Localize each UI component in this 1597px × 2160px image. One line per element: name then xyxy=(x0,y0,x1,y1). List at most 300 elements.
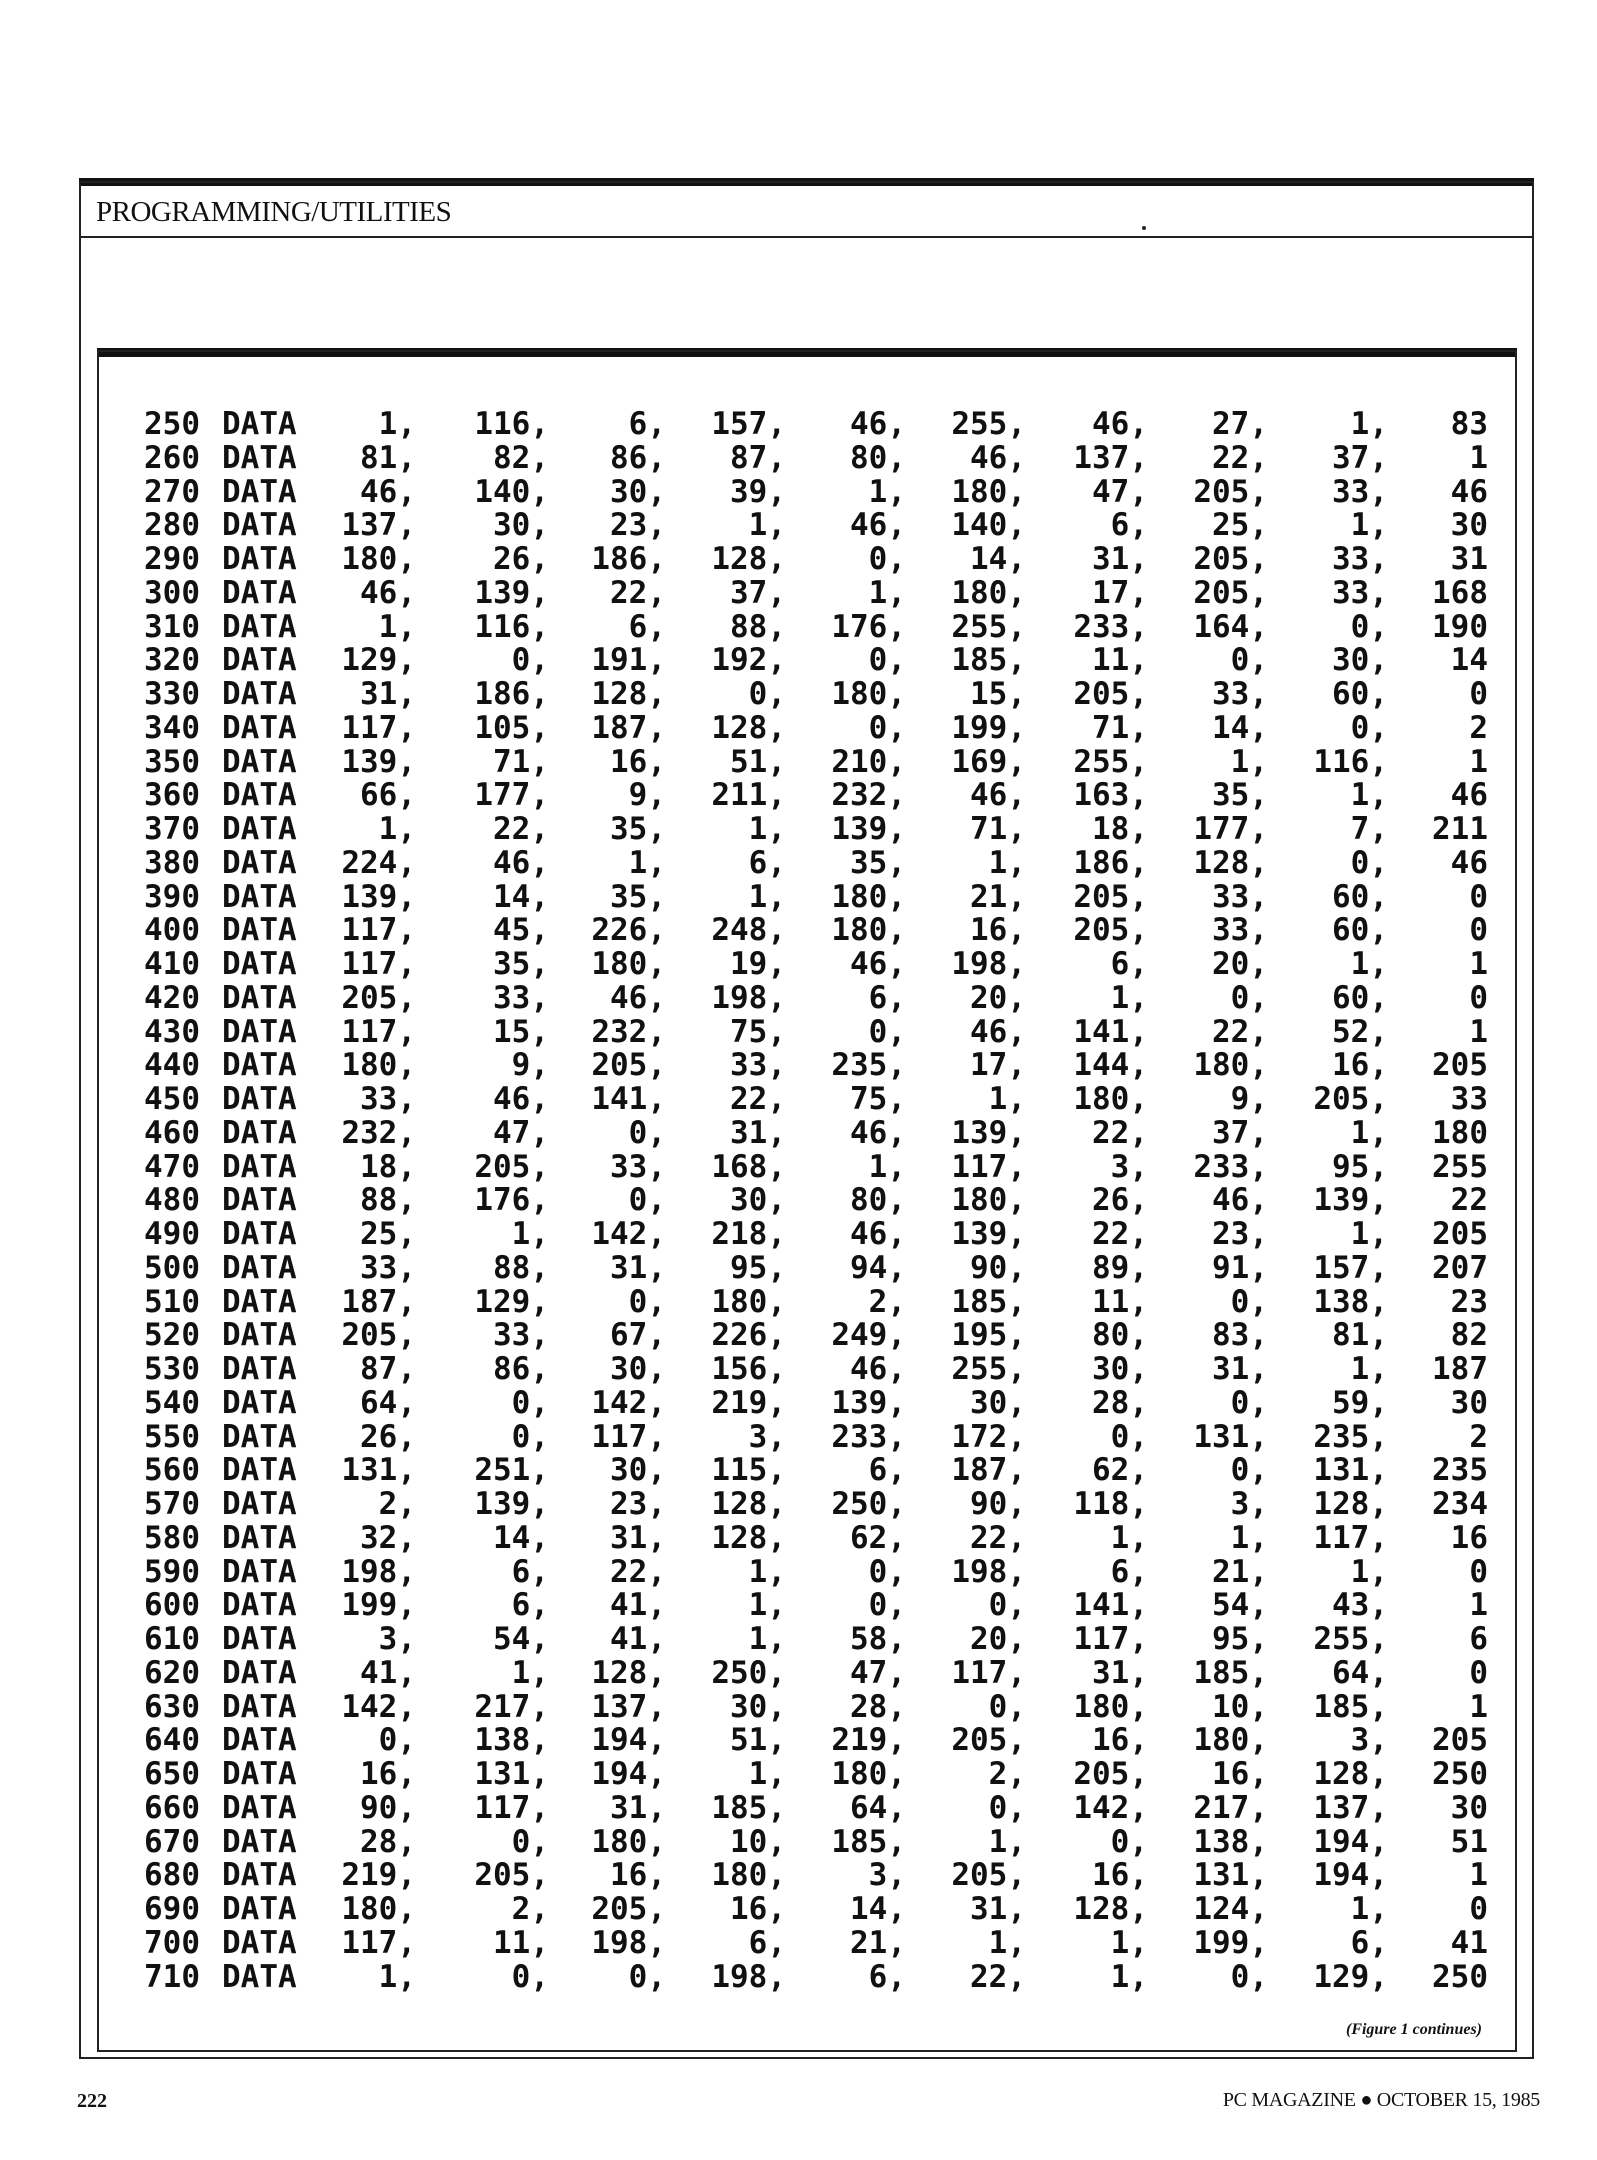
data-value: 226, xyxy=(591,912,666,949)
data-value: 6, xyxy=(748,1924,786,1961)
data-value: 33, xyxy=(1332,574,1388,611)
listing-row xyxy=(126,574,1502,611)
data-value: 137, xyxy=(591,1688,666,1725)
data-value: 232, xyxy=(341,1114,416,1151)
listing-row xyxy=(126,1654,1502,1691)
data-value: 198, xyxy=(591,1924,666,1961)
data-value: 54, xyxy=(1212,1587,1268,1624)
data-value: 138, xyxy=(474,1722,549,1759)
data-keyword: DATA xyxy=(222,777,297,814)
data-value: 180, xyxy=(831,878,906,915)
data-value: 33, xyxy=(1332,473,1388,510)
data-value: 1, xyxy=(1350,507,1388,544)
data-value: 117, xyxy=(341,1013,416,1050)
data-value: 194, xyxy=(1313,1823,1388,1860)
data-value: 1, xyxy=(868,473,906,510)
data-value: 180, xyxy=(951,574,1026,611)
data-value: 129, xyxy=(1313,1958,1388,1995)
data-value: 6, xyxy=(868,1958,906,1995)
data-value: 0, xyxy=(628,1283,666,1320)
line-number: 640 xyxy=(144,1722,200,1759)
data-value: 6, xyxy=(628,406,666,442)
data-value: 33, xyxy=(1212,912,1268,949)
data-value: 191, xyxy=(591,642,666,679)
data-value: 33, xyxy=(1212,878,1268,915)
data-value: 81, xyxy=(360,439,416,476)
data-value: 22, xyxy=(730,1081,786,1117)
code-listing xyxy=(126,408,1502,1994)
data-value: 33, xyxy=(493,1317,549,1354)
data-value: 1 xyxy=(1469,743,1488,780)
data-value: 46, xyxy=(970,439,1026,476)
data-keyword: DATA xyxy=(222,1486,297,1522)
data-value: 0, xyxy=(988,1688,1026,1725)
data-value: 0, xyxy=(378,1722,416,1759)
line-number: 410 xyxy=(144,946,200,982)
data-value: 249, xyxy=(831,1317,906,1354)
data-value: 255, xyxy=(1073,743,1148,780)
line-number: 350 xyxy=(144,743,200,780)
data-value: 11, xyxy=(1092,642,1148,679)
data-value: 86, xyxy=(493,1351,549,1387)
data-value: 0, xyxy=(1110,1823,1148,1860)
data-keyword: DATA xyxy=(222,709,297,746)
data-value: 37, xyxy=(1332,439,1388,476)
data-value: 195, xyxy=(951,1317,1026,1354)
data-value: 82, xyxy=(493,439,549,476)
listing-row xyxy=(126,1589,1502,1623)
data-value: 2, xyxy=(868,1283,906,1320)
data-value: 185, xyxy=(951,1283,1026,1320)
data-value: 30, xyxy=(730,1688,786,1725)
data-value: 3, xyxy=(378,1621,416,1657)
data-value: 6, xyxy=(628,608,666,645)
data-value: 0, xyxy=(1230,979,1268,1016)
data-value: 186, xyxy=(1073,844,1148,881)
data-value: 41, xyxy=(360,1654,416,1691)
line-number: 540 xyxy=(144,1384,200,1421)
data-value: 2, xyxy=(988,1756,1026,1792)
data-value: 0, xyxy=(1350,844,1388,881)
data-value: 250 xyxy=(1432,1958,1488,1995)
data-value: 164, xyxy=(1193,608,1268,645)
data-value: 31, xyxy=(730,1114,786,1151)
data-value: 1, xyxy=(1350,946,1388,982)
data-value: 1, xyxy=(378,1958,416,1995)
data-value: 117, xyxy=(341,912,416,949)
data-keyword: DATA xyxy=(222,1519,297,1556)
line-number: 590 xyxy=(144,1553,200,1590)
data-value: 0, xyxy=(511,1958,549,1995)
data-value: 28, xyxy=(850,1688,906,1725)
listing-row xyxy=(126,1758,1502,1792)
data-value: 16, xyxy=(1092,1857,1148,1894)
data-value: 46, xyxy=(850,1216,906,1252)
data-value: 205, xyxy=(1073,912,1148,949)
data-value: 187, xyxy=(951,1452,1026,1489)
data-value: 6, xyxy=(1350,1924,1388,1961)
data-value: 180, xyxy=(1073,1688,1148,1725)
data-value: 1 xyxy=(1469,1688,1488,1725)
data-value: 31, xyxy=(360,676,416,712)
data-value: 144, xyxy=(1073,1047,1148,1084)
data-value: 59, xyxy=(1332,1384,1388,1421)
line-number: 450 xyxy=(144,1081,200,1117)
line-number: 490 xyxy=(144,1216,200,1252)
listing-row xyxy=(126,1114,1502,1151)
data-value: 62, xyxy=(850,1519,906,1556)
data-value: 128, xyxy=(1073,1891,1148,1927)
data-value: 54, xyxy=(493,1621,549,1657)
listing-row xyxy=(126,979,1502,1016)
data-value: 95, xyxy=(1212,1621,1268,1657)
line-number: 290 xyxy=(144,541,200,577)
data-keyword: DATA xyxy=(222,574,297,611)
line-number: 520 xyxy=(144,1317,200,1354)
line-number: 260 xyxy=(144,439,200,476)
data-value: 235 xyxy=(1432,1452,1488,1489)
data-value: 1, xyxy=(748,1621,786,1657)
data-value: 233, xyxy=(831,1418,906,1455)
data-value: 210, xyxy=(831,743,906,780)
data-value: 88, xyxy=(730,608,786,645)
data-value: 32, xyxy=(360,1519,416,1556)
data-value: 60, xyxy=(1332,912,1388,949)
data-value: 255, xyxy=(951,608,1026,645)
data-value: 0, xyxy=(868,1587,906,1624)
data-value: 235, xyxy=(831,1047,906,1084)
data-value: 21, xyxy=(970,878,1026,915)
data-value: 3, xyxy=(1230,1486,1268,1522)
data-keyword: DATA xyxy=(222,1013,297,1050)
data-value: 0, xyxy=(748,676,786,712)
line-number: 360 xyxy=(144,777,200,814)
data-value: 180, xyxy=(711,1857,786,1894)
data-value: 131, xyxy=(474,1756,549,1792)
data-value: 1, xyxy=(511,1216,549,1252)
data-value: 88, xyxy=(360,1182,416,1219)
data-value: 46, xyxy=(970,1013,1026,1050)
data-value: 60, xyxy=(1332,979,1388,1016)
data-value: 47, xyxy=(1092,473,1148,510)
data-value: 205, xyxy=(1193,473,1268,510)
data-value: 17, xyxy=(1092,574,1148,611)
data-value: 23, xyxy=(610,1486,666,1522)
data-value: 0, xyxy=(1230,1283,1268,1320)
data-value: 129, xyxy=(341,642,416,679)
data-value: 205, xyxy=(1193,541,1268,577)
line-number: 310 xyxy=(144,608,200,645)
data-value: 1, xyxy=(1350,1891,1388,1927)
line-number: 600 xyxy=(144,1587,200,1624)
data-value: 23, xyxy=(610,507,666,544)
data-value: 3, xyxy=(868,1857,906,1894)
data-value: 90, xyxy=(970,1486,1026,1522)
data-value: 199, xyxy=(341,1587,416,1624)
data-value: 180, xyxy=(341,1047,416,1084)
listing-row xyxy=(126,644,1502,678)
line-number: 250 xyxy=(144,406,200,442)
data-value: 33, xyxy=(730,1047,786,1084)
data-value: 105, xyxy=(474,709,549,746)
data-value: 128, xyxy=(711,541,786,577)
data-value: 64, xyxy=(360,1384,416,1421)
data-value: 30, xyxy=(730,1182,786,1219)
data-value: 138, xyxy=(1313,1283,1388,1320)
data-value: 46, xyxy=(970,777,1026,814)
listing-row xyxy=(126,1049,1502,1083)
listing-row xyxy=(126,948,1502,982)
data-value: 1, xyxy=(511,1654,549,1691)
data-value: 86, xyxy=(610,439,666,476)
data-value: 1, xyxy=(868,574,906,611)
data-value: 207 xyxy=(1432,1249,1488,1286)
data-value: 118, xyxy=(1073,1486,1148,1522)
data-value: 46, xyxy=(493,844,549,881)
data-value: 3, xyxy=(1110,1148,1148,1185)
line-number: 280 xyxy=(144,507,200,544)
data-value: 16, xyxy=(970,912,1026,949)
data-value: 7, xyxy=(1350,811,1388,847)
data-value: 180, xyxy=(711,1283,786,1320)
data-value: 9, xyxy=(511,1047,549,1084)
data-value: 187, xyxy=(591,709,666,746)
data-keyword: DATA xyxy=(222,1857,297,1894)
data-value: 22, xyxy=(1092,1114,1148,1151)
data-value: 33, xyxy=(360,1249,416,1286)
line-number: 430 xyxy=(144,1013,200,1050)
data-value: 211 xyxy=(1432,811,1488,847)
line-number: 610 xyxy=(144,1621,200,1657)
data-value: 22, xyxy=(610,1553,666,1590)
data-value: 117, xyxy=(1073,1621,1148,1657)
data-value: 14, xyxy=(850,1891,906,1927)
data-value: 16, xyxy=(610,1857,666,1894)
data-value: 248, xyxy=(711,912,786,949)
data-value: 31, xyxy=(610,1789,666,1826)
data-value: 1, xyxy=(378,811,416,847)
data-value: 117, xyxy=(951,1148,1026,1185)
data-value: 0, xyxy=(1230,1958,1268,1995)
listing-row xyxy=(126,509,1502,543)
data-value: 205, xyxy=(341,979,416,1016)
data-value: 1, xyxy=(1230,1519,1268,1556)
data-value: 6, xyxy=(511,1587,549,1624)
data-value: 30, xyxy=(1092,1351,1148,1387)
data-value: 0, xyxy=(868,541,906,577)
data-value: 1, xyxy=(1350,1114,1388,1151)
data-value: 31, xyxy=(1092,1654,1148,1691)
data-value: 1, xyxy=(748,811,786,847)
data-value: 176, xyxy=(831,608,906,645)
data-keyword: DATA xyxy=(222,1823,297,1860)
data-value: 1, xyxy=(378,406,416,442)
data-value: 199, xyxy=(1193,1924,1268,1961)
data-keyword: DATA xyxy=(222,1418,297,1455)
data-value: 139, xyxy=(341,878,416,915)
data-value: 1, xyxy=(1110,1924,1148,1961)
data-value: 0 xyxy=(1469,1891,1488,1927)
data-value: 87, xyxy=(360,1351,416,1387)
data-value: 15, xyxy=(970,676,1026,712)
data-value: 1 xyxy=(1469,1013,1488,1050)
line-number: 460 xyxy=(144,1114,200,1151)
data-value: 22, xyxy=(1092,1216,1148,1252)
data-value: 46, xyxy=(850,507,906,544)
data-value: 90, xyxy=(970,1249,1026,1286)
data-value: 22, xyxy=(493,811,549,847)
data-value: 1, xyxy=(988,1924,1026,1961)
line-number: 550 xyxy=(144,1418,200,1455)
data-value: 1, xyxy=(748,1587,786,1624)
data-value: 46, xyxy=(1092,406,1148,442)
data-keyword: DATA xyxy=(222,1351,297,1387)
data-value: 233, xyxy=(1073,608,1148,645)
listing-row xyxy=(126,1454,1502,1488)
data-value: 2, xyxy=(378,1486,416,1522)
data-value: 3, xyxy=(748,1418,786,1455)
data-value: 1 xyxy=(1469,946,1488,982)
data-value: 141, xyxy=(1073,1587,1148,1624)
data-value: 43, xyxy=(1332,1587,1388,1624)
data-value: 0 xyxy=(1469,676,1488,712)
listing-row xyxy=(126,813,1502,847)
line-number: 440 xyxy=(144,1047,200,1084)
data-value: 205, xyxy=(474,1857,549,1894)
data-value: 131, xyxy=(1313,1452,1388,1489)
data-value: 6, xyxy=(1110,507,1148,544)
listing-row xyxy=(126,709,1502,746)
data-value: 28, xyxy=(1092,1384,1148,1421)
data-value: 180, xyxy=(1073,1081,1148,1117)
data-value: 1, xyxy=(1350,1216,1388,1252)
data-value: 0, xyxy=(511,1418,549,1455)
data-value: 1, xyxy=(1350,1553,1388,1590)
data-value: 87, xyxy=(730,439,786,476)
data-value: 128, xyxy=(711,1486,786,1522)
data-value: 117, xyxy=(341,709,416,746)
data-value: 6, xyxy=(868,979,906,1016)
publication-footer: PC MAGAZINE ● OCTOBER 15, 1985 xyxy=(1222,2089,1540,2111)
data-value: 142, xyxy=(591,1216,666,1252)
data-value: 47, xyxy=(493,1114,549,1151)
data-value: 255 xyxy=(1432,1148,1488,1185)
listing-row xyxy=(126,439,1502,476)
data-keyword: DATA xyxy=(222,541,297,577)
line-number: 500 xyxy=(144,1249,200,1286)
data-value: 1, xyxy=(378,608,416,645)
data-keyword: DATA xyxy=(222,1249,297,1286)
data-value: 180, xyxy=(831,912,906,949)
data-value: 219, xyxy=(711,1384,786,1421)
data-value: 234 xyxy=(1432,1486,1488,1522)
data-value: 131, xyxy=(1193,1418,1268,1455)
data-value: 1 xyxy=(1469,439,1488,476)
data-value: 205, xyxy=(1193,574,1268,611)
data-value: 0, xyxy=(988,1789,1026,1826)
data-value: 17, xyxy=(970,1047,1026,1084)
section-header: PROGRAMMING/UTILITIES xyxy=(96,196,452,228)
data-value: 1, xyxy=(1230,743,1268,780)
data-value: 0, xyxy=(868,1553,906,1590)
data-value: 250, xyxy=(711,1654,786,1691)
data-value: 46, xyxy=(850,946,906,982)
data-value: 2 xyxy=(1469,709,1488,746)
listing-row xyxy=(126,1789,1502,1826)
data-value: 46, xyxy=(1212,1182,1268,1219)
data-value: 25, xyxy=(1212,507,1268,544)
data-keyword: DATA xyxy=(222,1384,297,1421)
data-value: 35, xyxy=(850,844,906,881)
data-value: 22, xyxy=(1212,439,1268,476)
data-value: 219, xyxy=(831,1722,906,1759)
data-keyword: DATA xyxy=(222,743,297,780)
data-value: 1, xyxy=(748,1756,786,1792)
listing-row xyxy=(126,743,1502,780)
data-value: 139, xyxy=(951,1216,1026,1252)
data-value: 255, xyxy=(951,1351,1026,1387)
data-value: 198, xyxy=(711,979,786,1016)
data-value: 205 xyxy=(1432,1722,1488,1759)
listing-row xyxy=(126,1319,1502,1353)
data-value: 115, xyxy=(711,1452,786,1489)
data-value: 35, xyxy=(610,878,666,915)
data-value: 6, xyxy=(868,1452,906,1489)
data-value: 168, xyxy=(711,1148,786,1185)
data-value: 0 xyxy=(1469,979,1488,1016)
data-value: 140, xyxy=(951,507,1026,544)
data-value: 176, xyxy=(474,1182,549,1219)
listing-row xyxy=(126,1418,1502,1455)
data-value: 194, xyxy=(591,1756,666,1792)
listing-row xyxy=(126,1218,1502,1252)
listing-row xyxy=(126,1249,1502,1286)
data-value: 80, xyxy=(850,439,906,476)
data-keyword: DATA xyxy=(222,946,297,982)
listing-row xyxy=(126,1353,1502,1387)
data-keyword: DATA xyxy=(222,1283,297,1320)
header-dot xyxy=(1142,226,1146,230)
data-value: 22 xyxy=(1450,1182,1488,1219)
data-value: 117, xyxy=(951,1654,1026,1691)
line-number: 670 xyxy=(144,1823,200,1860)
data-keyword: DATA xyxy=(222,1958,297,1995)
data-value: 139, xyxy=(474,1486,549,1522)
data-value: 128, xyxy=(1313,1486,1388,1522)
data-value: 139, xyxy=(1313,1182,1388,1219)
data-value: 31, xyxy=(610,1249,666,1286)
data-value: 117, xyxy=(474,1789,549,1826)
listing-row xyxy=(126,1283,1502,1320)
listing-row xyxy=(126,1724,1502,1758)
data-value: 94, xyxy=(850,1249,906,1286)
data-value: 250, xyxy=(831,1486,906,1522)
data-value: 21, xyxy=(850,1924,906,1961)
data-value: 14, xyxy=(970,541,1026,577)
line-number: 390 xyxy=(144,878,200,915)
data-value: 0, xyxy=(511,1823,549,1860)
listing-row xyxy=(126,608,1502,645)
data-value: 131, xyxy=(341,1452,416,1489)
listing-row xyxy=(126,1384,1502,1421)
data-value: 180, xyxy=(831,1756,906,1792)
data-value: 75, xyxy=(850,1081,906,1117)
data-value: 233, xyxy=(1193,1148,1268,1185)
listing-row xyxy=(126,1859,1502,1893)
data-keyword: DATA xyxy=(222,439,297,476)
data-value: 157, xyxy=(711,406,786,442)
data-value: 185, xyxy=(1313,1688,1388,1725)
